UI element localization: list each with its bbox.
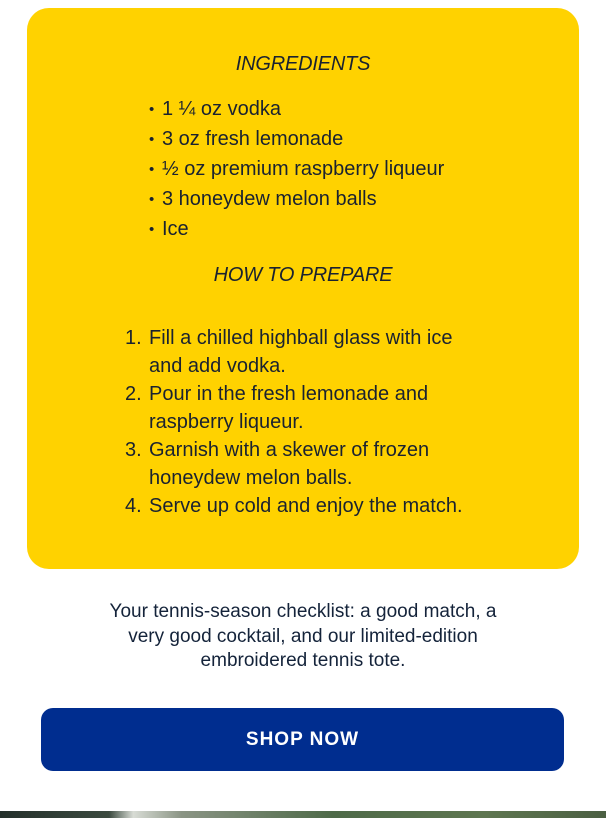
hero-image-edge: [0, 811, 606, 818]
step-text-line: honeydew melon balls.: [149, 467, 353, 489]
step-number: 3.: [125, 439, 142, 461]
step-text-line: and add vodka.: [149, 355, 286, 377]
step-text-line: raspberry liqueur.: [149, 411, 304, 433]
step-text-line: Serve up cold and enjoy the match.: [149, 495, 463, 517]
step-number: 1.: [125, 327, 142, 349]
shop-now-button[interactable]: SHOP NOW: [41, 708, 564, 771]
ingredients-list: [149, 95, 444, 245]
ingredients-heading: INGREDIENTS: [235, 53, 371, 75]
step-number: 4.: [125, 495, 142, 517]
step-number: 2.: [125, 383, 142, 405]
preparation-steps: [125, 324, 485, 520]
promo-tagline: Your tennis-season checklist: a good match, a very good cocktail, and our limited-edition embroidered tennis tote.: [109, 601, 497, 671]
ingredient-item: • Ice: [149, 215, 444, 245]
step-item: [125, 436, 485, 492]
step-text-line: Garnish with a skewer of frozen: [149, 439, 430, 461]
ingredient-item: • ½ oz premium raspberry liqueur: [149, 155, 444, 185]
step-item: [125, 492, 485, 520]
ingredient-item: • 3 honeydew melon balls: [149, 185, 444, 215]
step-item: [125, 380, 485, 436]
ingredient-item: • 3 oz fresh lemonade: [149, 125, 444, 155]
step-text-line: Fill a chilled highball glass with ice: [149, 327, 453, 349]
step-text-line: Pour in the fresh lemonade and: [149, 383, 429, 405]
ingredient-item: • 1 ¼ oz vodka: [149, 95, 444, 125]
prepare-heading: HOW TO PREPARE: [213, 264, 393, 286]
recipe-card: [27, 8, 579, 569]
step-item: [125, 324, 485, 380]
